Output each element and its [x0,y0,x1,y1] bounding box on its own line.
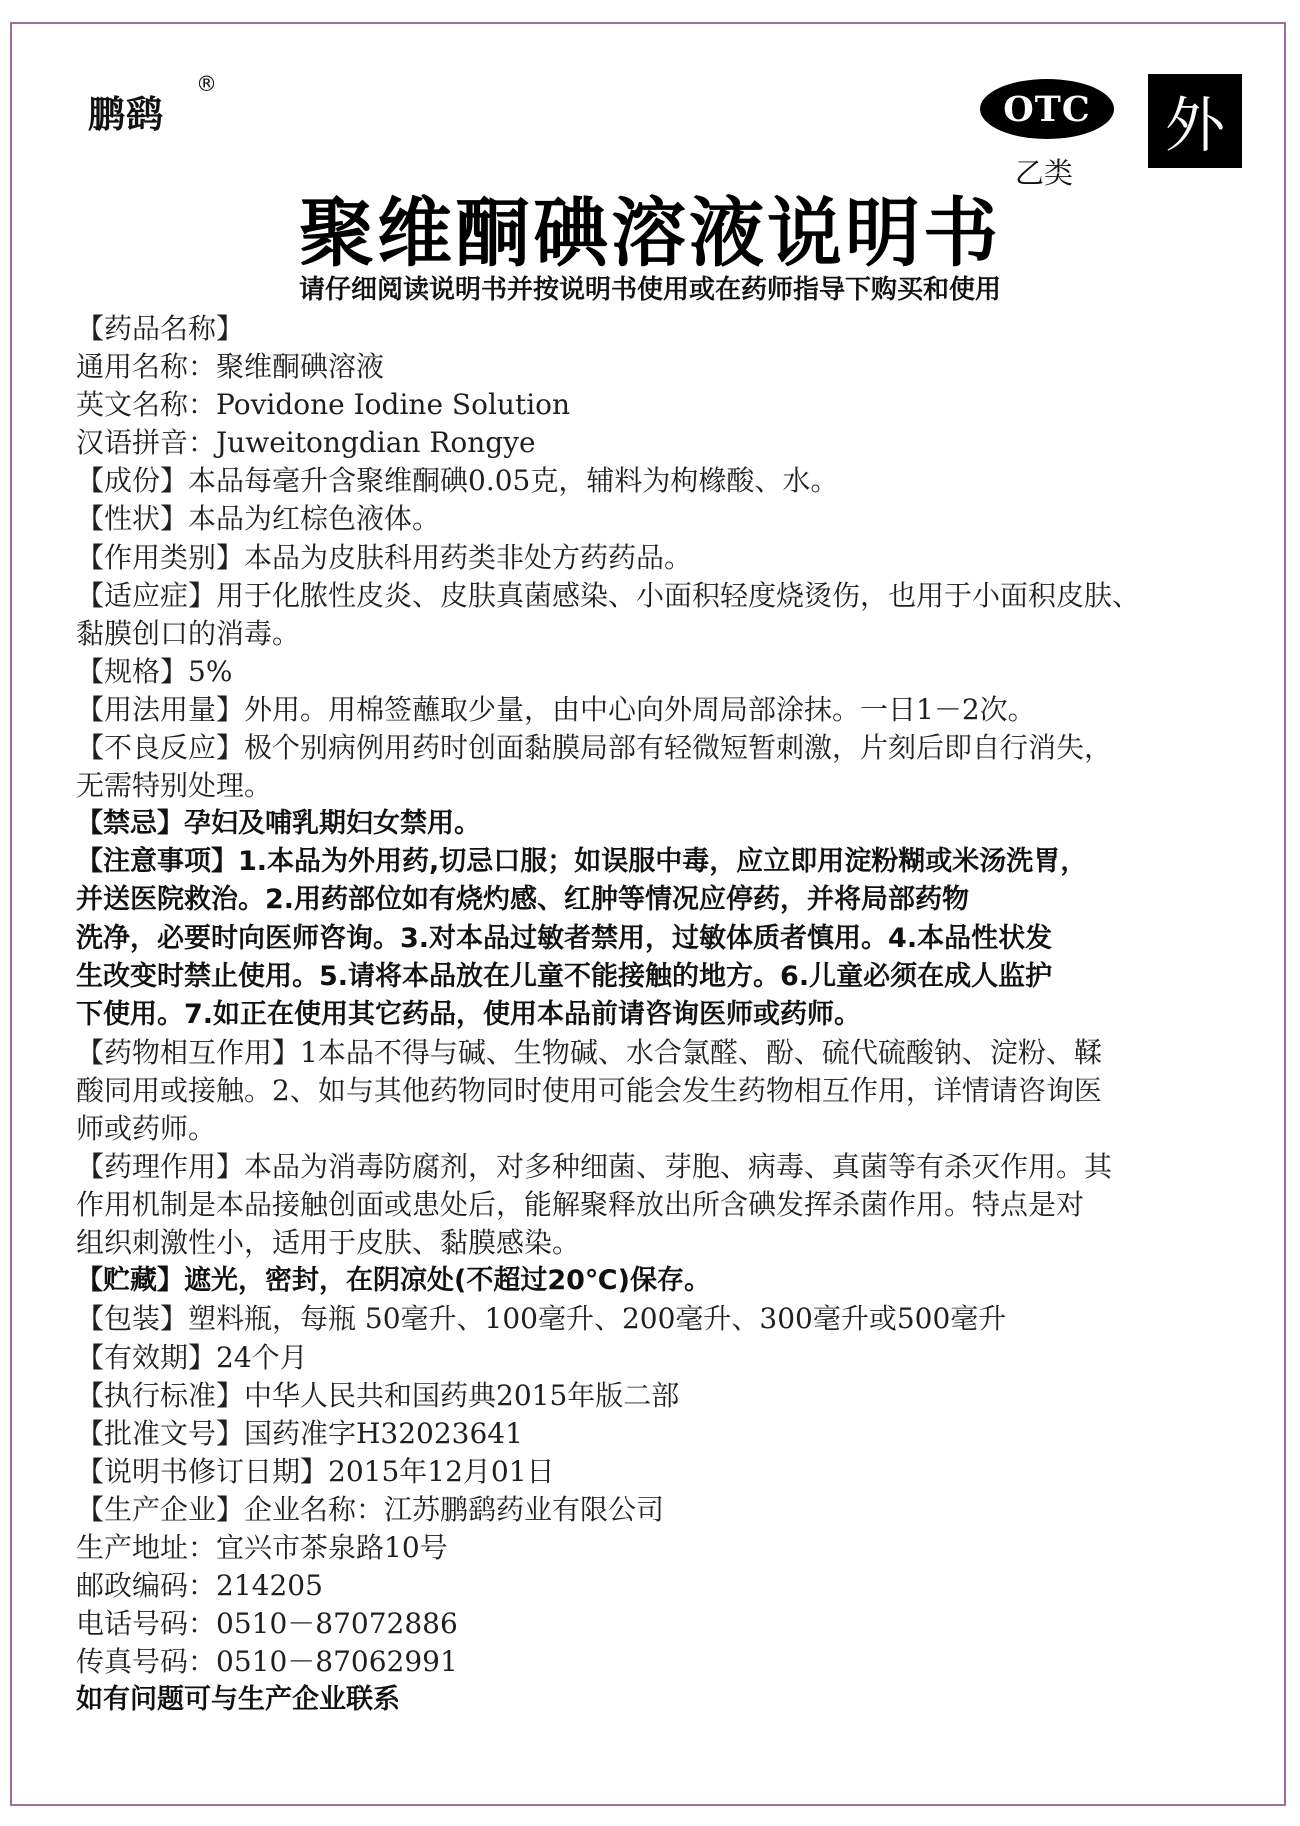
instruction-line: 【包装】塑料瓶，每瓶 50毫升、100毫升、200毫升、300毫升或500毫升 [76,1302,1007,1336]
instruction-line: 【执行标准】中华人民共和国药典2015年版二部 [76,1378,680,1412]
otc-class-label: 乙类 [1015,156,1074,190]
instruction-line: 无需特别处理。 [76,769,273,803]
instruction-line: 【批准文号】国药准字H32023641 [76,1416,523,1450]
instruction-line: 【规格】5% [76,654,233,688]
instruction-line: 组织刺激性小，适用于皮肤、黏膜感染。 [76,1226,581,1260]
external-use-label: 外 [1165,91,1225,161]
registered-mark: ® [196,72,217,96]
brand-logo: 鹏鹞 [88,92,164,136]
instruction-line: 酸同用或接触。2、如与其他药物同时使用可能会发生药物相互作用，详情请咨询医 [76,1073,1102,1107]
instruction-line: 洗净，必要时向医师咨询。3.对本品过敏者禁用，过敏体质者慎用。4.本品性状发 [76,922,1053,954]
instruction-line: 电话号码：0510－87072886 [76,1607,458,1641]
instructions-body [76,310,1236,1719]
instruction-line: 【有效期】24个月 [76,1340,308,1374]
otc-label: OTC [1003,88,1091,130]
instruction-line: 【用法用量】外用。用棉签蘸取少量，由中心向外周局部涂抹。一日1－2次。 [76,692,1036,726]
instruction-line: 如有问题可与生产企业联系 [76,1684,400,1716]
instruction-line: 【适应症】用于化脓性皮炎、皮肤真菌感染、小面积轻度烧烫伤，也用于小面积皮肤、 [76,578,1141,612]
instruction-line: 传真号码：0510－87062991 [76,1645,458,1679]
instruction-line: 生改变时禁止使用。5.请将本品放在儿童不能接触的地方。6.儿童必须在成人监护 [76,960,1053,992]
instruction-line: 【说明书修订日期】2015年12月01日 [76,1454,555,1488]
instruction-line: 并送医院救治。2.用药部位如有烧灼感、红肿等情况应停药，并将局部药物 [76,884,970,916]
document-title: 聚维酮碘溶液说明书 [298,189,1001,277]
instruction-line: 【生产企业】企业名称：江苏鹏鹞药业有限公司 [76,1492,665,1526]
otc-badge [980,79,1114,139]
instruction-line: 【注意事项】1.本品为外用药,切忌口服；如误服中毒，应立即用淀粉糊或米汤洗胃， [76,846,1088,878]
instruction-line: 作用机制是本品接触创面或患处后，能解聚释放出所含碘发挥杀菌作用。特点是对 [76,1188,1085,1222]
instruction-line: 英文名称：Povidone Iodine Solution [76,388,571,422]
instruction-line: 【禁忌】孕妇及哺乳期妇女禁用。 [76,808,481,840]
instruction-line: 【作用类别】本品为皮肤科用药类非处方药药品。 [76,540,693,574]
document-subtitle: 请仔细阅读说明书并按说明书使用或在药师指导下购买和使用 [298,275,1001,305]
instruction-line: 【成份】本品每毫升含聚维酮碘0.05克，辅料为枸橼酸、水。 [76,464,839,498]
instruction-line: 邮政编码：214205 [76,1569,323,1603]
instruction-line: 汉语拼音：Juweitongdian Rongye [76,426,536,460]
instruction-line: 黏膜创口的消毒。 [76,616,301,650]
external-use-badge [1148,74,1242,168]
instruction-line: 生产地址：宜兴市茶泉路10号 [76,1531,448,1564]
instruction-line: 通用名称：聚维酮碘溶液 [76,350,385,384]
instruction-line: 【贮藏】遮光，密封，在阴凉处(不超过20℃)保存。 [76,1265,711,1297]
instruction-line: 【药物相互作用】1本品不得与碱、生物碱、水合氯醛、酚、硫代硫酸钠、淀粉、鞣 [76,1035,1102,1069]
instruction-line: 【药理作用】本品为消毒防腐剂，对多种细菌、芽胞、病毒、真菌等有杀灭作用。其 [76,1150,1113,1184]
instruction-line: 【性状】本品为红棕色液体。 [76,502,441,536]
instruction-line: 下使用。7.如正在使用其它药品，使用本品前请咨询医师或药师。 [76,998,862,1030]
instruction-line: 师或药师。 [76,1111,217,1145]
instruction-line: 【药品名称】 [76,312,245,345]
instruction-line: 【不良反应】极个别病例用药时创面黏膜局部有轻微短暂刺激，片刻后即自行消失， [76,731,1113,765]
